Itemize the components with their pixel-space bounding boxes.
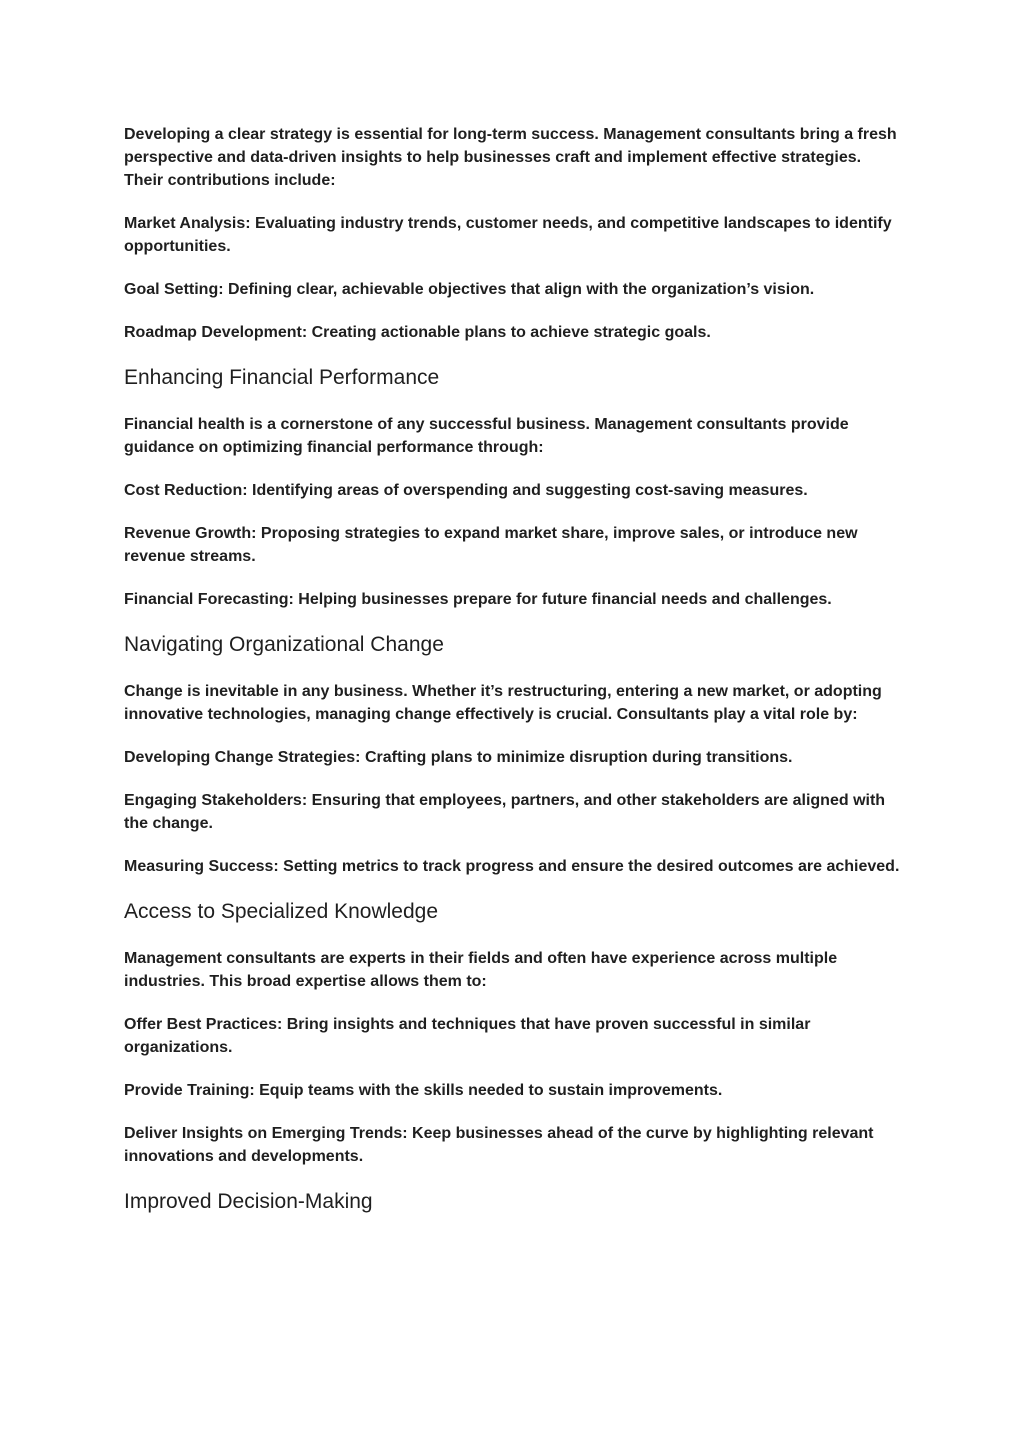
- decision-making-heading: Improved Decision-Making: [124, 1190, 373, 1213]
- document-page: [124, 123, 900, 1237]
- best-practices-item: Offer Best Practices: Bring insights and techniques that have proven successful in similar organizations.: [124, 1016, 811, 1056]
- roadmap-development-item: Roadmap Development: Creating actionable plans to achieve strategic goals.: [124, 324, 711, 341]
- organizational-change-heading: Navigating Organizational Change: [124, 633, 444, 656]
- revenue-growth-item: Revenue Growth: Proposing strategies to expand market share, improve sales, or introduce new revenue streams.: [124, 525, 858, 565]
- knowledge-intro-paragraph: Management consultants are experts in their fields and often have experience across multiple industries. This broad expertise allows them to:: [124, 950, 838, 990]
- market-analysis-item: Market Analysis: Evaluating industry trends, customer needs, and competitive landscapes to identify opportunities.: [124, 215, 892, 255]
- emerging-trends-item: Deliver Insights on Emerging Trends: Keep businesses ahead of the curve by highlighting relevant innovations and developments.: [124, 1125, 874, 1165]
- financial-performance-heading: Enhancing Financial Performance: [124, 366, 440, 389]
- goal-setting-item: Goal Setting: Defining clear, achievable objectives that align with the organization’s vision.: [124, 281, 815, 298]
- financial-forecasting-item: Financial Forecasting: Helping businesses prepare for future financial needs and challenges.: [124, 591, 832, 608]
- cost-reduction-item: Cost Reduction: Identifying areas of overspending and suggesting cost-saving measures.: [124, 482, 808, 499]
- engaging-stakeholders-item: Engaging Stakeholders: Ensuring that employees, partners, and other stakeholders are aligned with the change.: [124, 792, 886, 832]
- change-intro-paragraph: Change is inevitable in any business. Whether it’s restructuring, entering a new market, or adopting innovative technologies, managing change effectively is crucial. Consultants play a vital role by:: [124, 683, 882, 723]
- provide-training-item: Provide Training: Equip teams with the skills needed to sustain improvements.: [124, 1082, 723, 1099]
- specialized-knowledge-heading: Access to Specialized Knowledge: [124, 900, 439, 923]
- change-strategies-item: Developing Change Strategies: Crafting plans to minimize disruption during transitions.: [124, 749, 793, 766]
- financial-intro-paragraph: Financial health is a cornerstone of any successful business. Management consultants provide guidance on optimizing financial performance through:: [124, 416, 849, 456]
- measuring-success-item: Measuring Success: Setting metrics to track progress and ensure the desired outcomes are achieved.: [124, 858, 900, 875]
- strategy-intro-paragraph: Developing a clear strategy is essential for long-term success. Management consultants bring a fresh perspective and data-driven insights to help businesses craft and implement effective strategies. Their contributions include:: [124, 126, 897, 189]
